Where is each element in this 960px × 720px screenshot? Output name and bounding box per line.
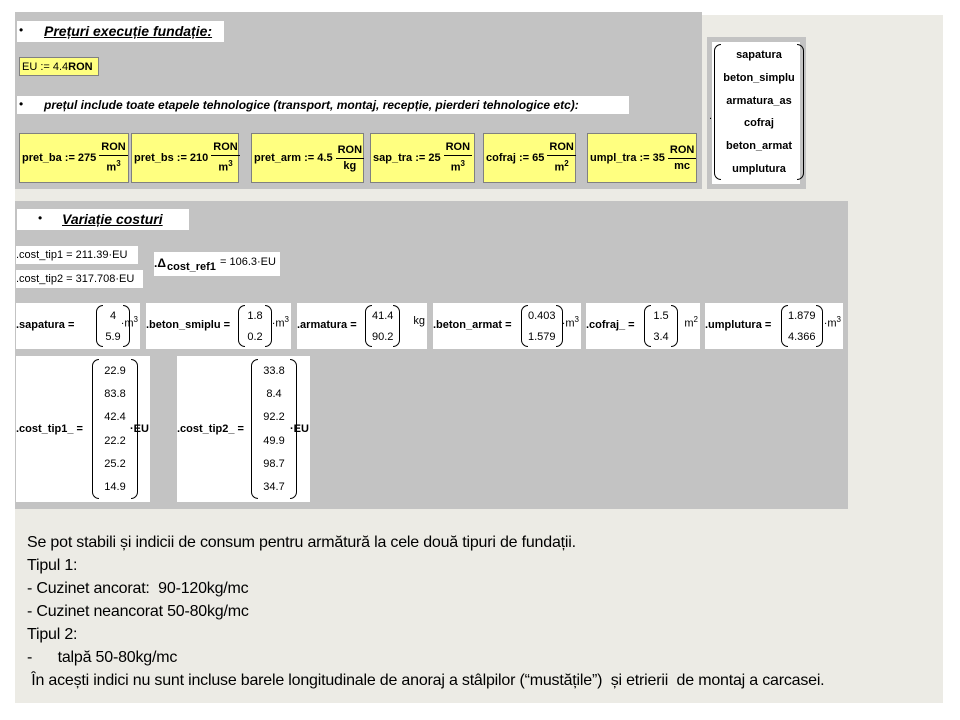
quantity-matrix[interactable] [16,303,140,349]
vector-value: 25.2 [104,457,126,470]
price-unit-exponent: 3 [228,159,233,169]
bullet-icon: • [38,211,43,225]
matrix-value: 3.4 [653,330,669,343]
price-unit-den-text: m [218,161,229,174]
price-unit-exponent: 3 [116,159,121,169]
note-line: - Cuzinet neancorat 50-80kg/mc [27,603,249,620]
quantity-matrix-label: .cofraj_ = [586,319,635,331]
vector-value: 34.7 [263,481,285,494]
note-line: - Cuzinet ancorat: 90-120kg/mc [27,580,249,597]
price-unit-fraction [336,143,364,174]
price-unit-exponent: 3 [460,159,465,169]
price-box[interactable] [19,133,129,183]
side-list-item: sapatura [736,49,782,62]
unit-exponent: 3 [836,315,841,324]
unit-exponent: 3 [133,315,138,324]
unit-text: m [684,317,694,330]
price-unit-denominator [553,156,571,176]
cost-tip2-result[interactable] [16,270,143,288]
dot-marker: . [709,110,713,122]
quantity-matrix-unit [121,315,138,330]
price-unit-den-text: m [554,161,565,174]
cost-tip2-vector-label: .cost_tip2_ = [177,423,244,435]
note-line: Tipul 2: [27,626,78,643]
vector-value: 98.7 [263,457,285,470]
side-list-matrix [714,44,804,180]
price-note: prețul include toate etapele tehnologice (transport, montaj, recepție, pierderi tehnologice etc): [44,98,579,112]
consumption-notes [27,531,927,692]
cost-heading: Variație costuri [62,211,163,227]
cost-tip1-result[interactable] [16,246,138,264]
price-unit-fraction [547,140,575,176]
matrix-value: 0.2 [247,330,263,343]
price-unit-den-text: m [450,161,461,174]
quantity-matrix-label: .sapatura = [16,319,75,331]
unit-exponent: 3 [284,315,289,324]
quantity-matrix-values [238,305,272,347]
matrix-value: 41.4 [372,309,394,322]
note-line: Tipul 1: [27,557,78,574]
delta-cost-result[interactable] [154,252,280,276]
side-list-item: beton_armat [725,139,793,152]
matrix-value: 90.2 [372,330,394,343]
vector-value: 8.4 [266,387,282,400]
quantity-matrix-unit [562,315,579,330]
price-unit-denominator [672,159,692,174]
unit-text: ·m [120,317,134,330]
cost-tip1-vector[interactable] [16,356,150,502]
quantity-matrix-values [781,305,823,347]
quantity-matrix[interactable] [705,303,843,349]
price-unit-denominator [104,156,122,176]
quantity-matrix-unit [684,315,698,330]
matrix-value: 4 [109,309,117,322]
eu-rate-value: EU := 4.4 [22,60,69,73]
price-box[interactable] [131,133,239,183]
note-line: Se pot stabili și indicii de consum pentru armătură la cele două tipuri de fundații. [27,534,576,551]
price-unit-numerator: RON [668,143,696,159]
cost-tip2-vector-unit: ·EU [290,423,309,435]
vector-value: 49.9 [263,434,285,447]
price-unit-den-text: kg [343,159,357,172]
side-list-box [712,42,800,184]
delta-subscript: cost_ref1 [167,261,216,273]
quantity-matrix[interactable] [146,303,291,349]
matrix-value: 1.8 [247,309,263,322]
matrix-value: 0.403 [528,309,556,322]
price-note-box [17,96,629,114]
side-list-item: umplutura [732,162,786,175]
price-label: pret_bs := 210 [134,152,209,164]
unit-text: ·m [271,317,285,330]
unit-text: ·m [823,317,837,330]
quantity-matrix-values [521,305,563,347]
quantity-matrix-values [365,305,400,347]
unit-text: ·m [561,317,575,330]
unit-exponent: 2 [693,315,698,324]
delta-value: = 106.3·EU [220,256,276,268]
quantity-matrix-label: .armatura = [297,319,357,331]
price-box[interactable] [483,133,576,183]
price-label: pret_ba := 275 [22,152,97,164]
price-label: sap_tra := 25 [373,152,441,164]
price-unit-fraction [444,140,472,176]
price-unit-fraction [668,143,696,174]
price-unit-numerator: RON [336,143,364,159]
matrix-value: 5.9 [105,330,121,343]
cost-tip1-vector-label: .cost_tip1_ = [16,423,83,435]
quantity-matrix-label: .umplutura = [705,319,772,331]
price-unit-denominator [449,156,467,176]
matrix-value: 1.5 [653,309,669,322]
vector-value: 22.9 [104,364,126,377]
price-box[interactable] [251,133,364,183]
quantity-matrix[interactable] [297,303,427,349]
price-box[interactable] [370,133,475,183]
matrix-value: 1.879 [788,309,816,322]
price-unit-fraction [99,140,127,176]
bullet-icon: • [19,23,24,37]
quantity-matrix-unit [413,315,425,327]
price-label: cofraj := 65 [486,152,545,164]
vector-value: 33.8 [263,364,285,377]
eu-rate-unit: RON [68,60,93,73]
price-unit-exponent: 2 [564,159,569,169]
matrix-value: 4.366 [788,330,816,343]
note-line: În acești indici nu sunt incluse barele longitudinale de anoraj a stâlpilor (“mustățile”) și etrierii de montaj a carcasei. [27,672,825,689]
delta-symbol: .Δ [154,256,166,270]
side-list-item: cofraj [744,117,774,130]
quantity-matrix[interactable] [433,303,581,349]
vector-value: 22.2 [104,434,126,447]
cost-tip1-text: .cost_tip1 = 211.39·EU [16,249,128,261]
price-unit-den-text: mc [674,159,691,172]
quantity-matrix[interactable] [586,303,700,349]
vector-value: 42.4 [104,411,126,424]
price-unit-numerator: RON [444,140,472,156]
cost-tip1-vector-unit: ·EU [130,423,149,435]
cost-heading-box [17,209,189,230]
quantity-matrix-values [644,305,678,347]
bullet-icon: • [19,97,24,111]
cost-tip2-text: .cost_tip2 = 317.708·EU [16,273,135,285]
price-unit-denominator [216,156,234,176]
price-unit-fraction [211,140,239,176]
price-box[interactable] [587,133,697,183]
quantity-matrix-label: .beton_smiplu = [146,319,231,331]
eu-rate-box[interactable] [19,57,99,76]
quantity-matrix-label: .beton_armat = [433,319,512,331]
quantity-matrix-unit [824,315,841,330]
price-unit-denominator [341,159,358,174]
price-label: umpl_tra := 35 [590,152,665,164]
prices-heading-box [17,21,224,42]
price-unit-den-text: m [106,161,117,174]
vector-value: 83.8 [104,387,126,400]
matrix-value: 1.579 [528,330,556,343]
side-list-item: beton_simplu [723,71,795,84]
vector-value: 14.9 [104,481,126,494]
quantity-matrix-unit [272,315,289,330]
cost-tip2-vector[interactable] [177,356,310,502]
price-unit-numerator: RON [99,140,127,156]
side-list-item: armatura_as [726,94,792,107]
note-line: - talpă 50-80kg/mc [27,649,178,666]
price-unit-numerator: RON [211,140,239,156]
price-label: pret_arm := 4.5 [254,152,333,164]
price-unit-numerator: RON [547,140,575,156]
prices-heading: Prețuri execuție fundație: [44,23,213,39]
unit-exponent: 3 [574,315,579,324]
unit-text: kg [413,315,425,327]
vector-value: 92.2 [263,411,285,424]
